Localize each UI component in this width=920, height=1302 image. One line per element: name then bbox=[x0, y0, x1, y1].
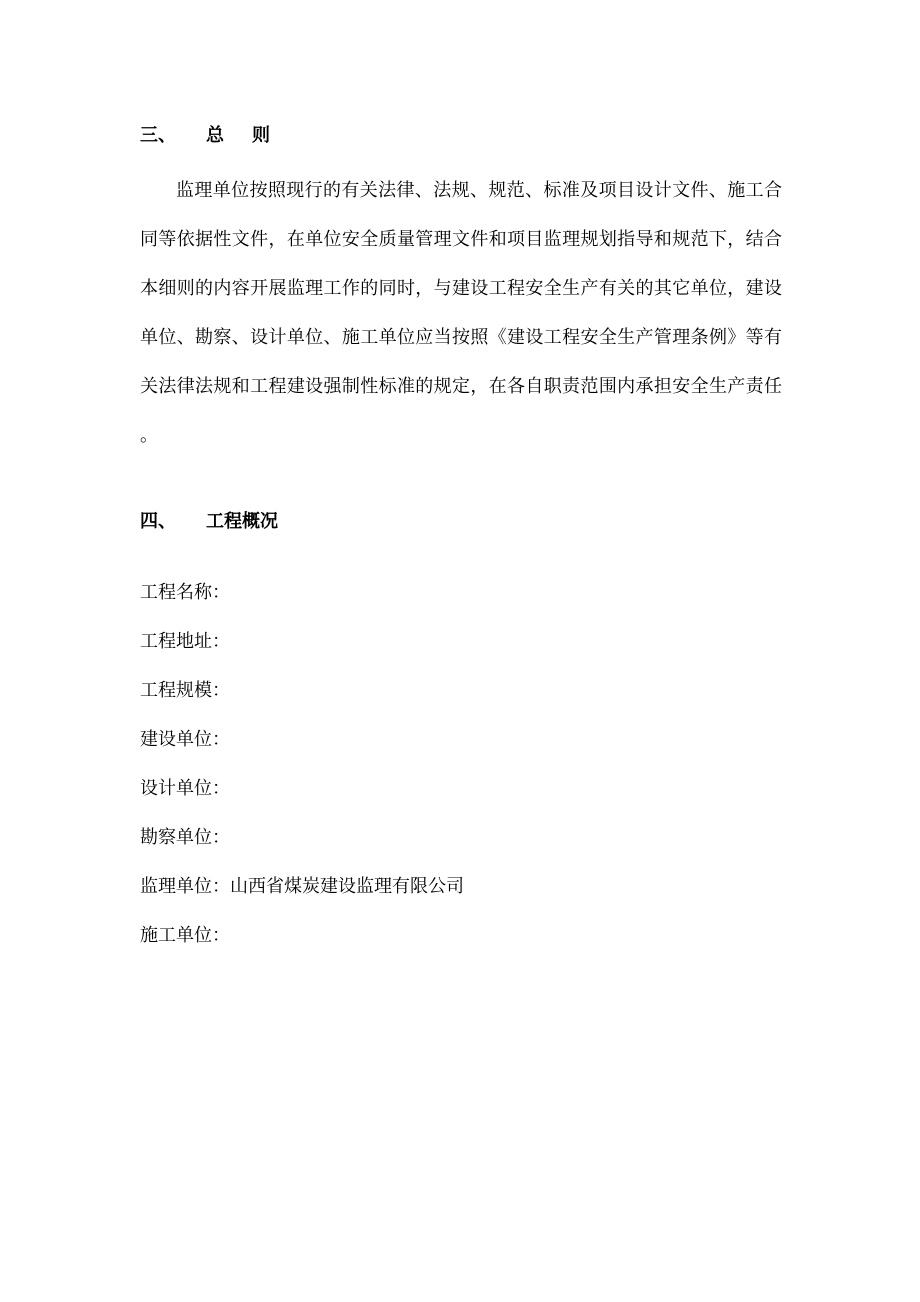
project-name-label: 工程名称： bbox=[140, 582, 230, 603]
section-3-title: 总则 bbox=[206, 125, 298, 146]
supervision-unit-label: 监理单位： bbox=[140, 876, 230, 897]
section-4-title: 工程概况 bbox=[206, 511, 278, 532]
survey-unit-row bbox=[140, 813, 464, 862]
supervision-unit-row bbox=[140, 862, 464, 911]
section-3-number: 三、 bbox=[140, 125, 176, 146]
section-4-number: 四、 bbox=[140, 511, 176, 532]
contractor-unit-label: 施工单位： bbox=[140, 925, 230, 946]
project-scale-label: 工程规模： bbox=[140, 680, 230, 701]
design-unit-row bbox=[140, 764, 464, 813]
survey-unit-label: 勘察单位： bbox=[140, 827, 230, 848]
project-address-row bbox=[140, 617, 464, 666]
construction-unit-row bbox=[140, 715, 464, 764]
supervision-unit-value: 山西省煤炭建设监理有限公司 bbox=[230, 876, 464, 897]
construction-unit-label: 建设单位： bbox=[140, 729, 230, 750]
project-name-row bbox=[140, 568, 464, 617]
section-3-heading bbox=[140, 124, 298, 148]
section-4-heading bbox=[140, 510, 278, 534]
contractor-unit-row bbox=[140, 911, 464, 960]
project-scale-row bbox=[140, 666, 464, 715]
section-3-body: 监理单位按照现行的有关法律、法规、规范、标准及项目设计文件、施工合同等依据性文件，在单位安全质量管理文件和项目监理规划指导和规范下，结合本细则的内容开展监理工作的同时，与建设工程安全生产有关的其它单位，建设单位、勘察、设计单位、施工单位应当按照《建设工程安全生产管理条例》等有关法律法规和工程建设强制性标准的规定，在各自职责范围内承担安全生产责任 。 bbox=[140, 180, 782, 446]
project-address-label: 工程地址： bbox=[140, 631, 230, 652]
project-info-list bbox=[140, 568, 464, 960]
design-unit-label: 设计单位： bbox=[140, 778, 230, 799]
